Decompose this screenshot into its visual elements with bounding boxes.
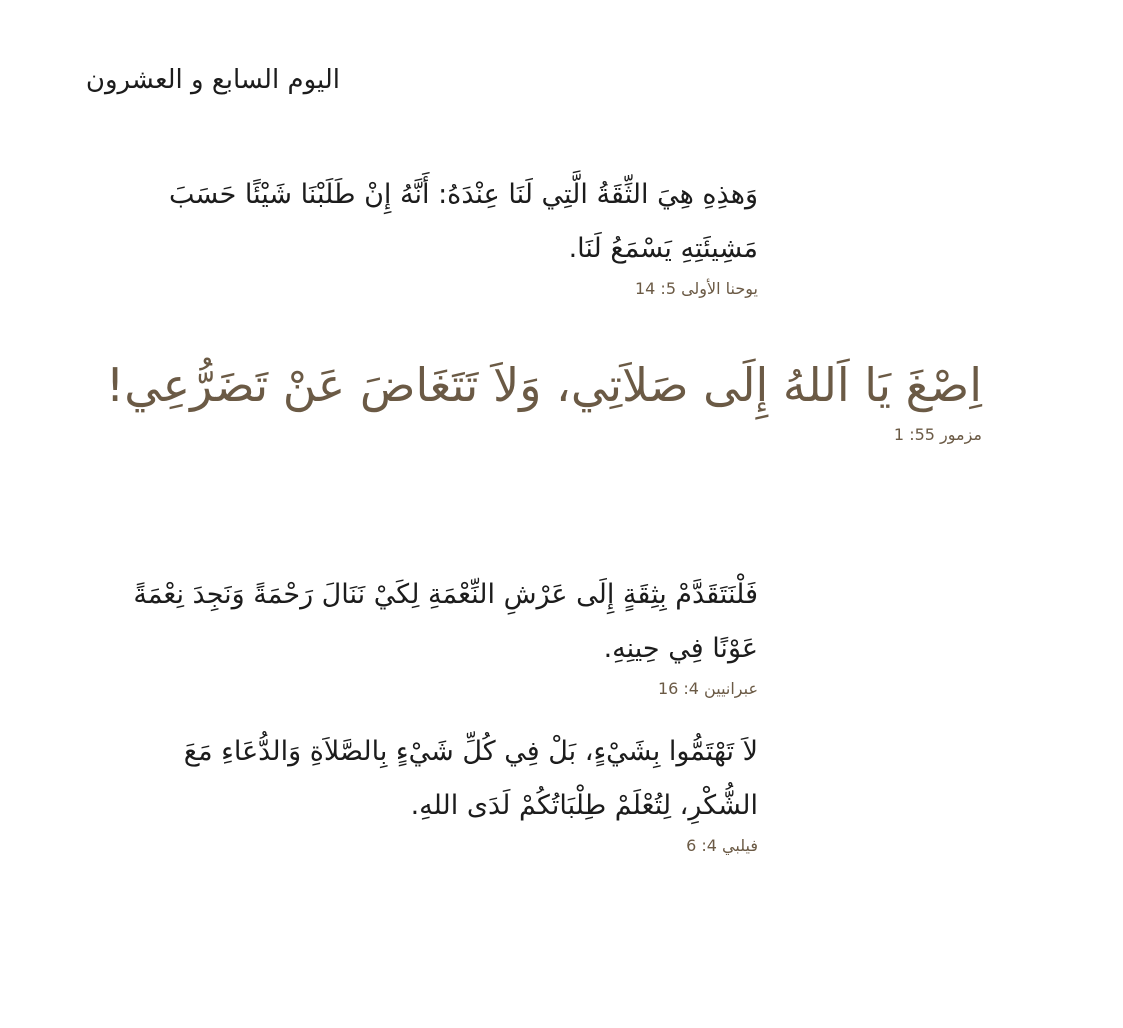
verse-text: فَلْنَتَقَدَّمْ بِثِقَةٍ إِلَى عَرْشِ النِّعْمَةِ لِكَيْ نَنَالَ رَحْمَةً وَنَجِدَ نِعْمَةً عَوْنًا فِي حِينِهِ.: [133, 579, 758, 664]
page-title: اليوم السابع و العشرون: [85, 65, 340, 95]
verse-reference: فيلبي 4: 6: [686, 836, 758, 855]
verse-block: [100, 168, 758, 300]
featured-verse-text: اِصْغَ يَا اَللهُ إِلَى صَلاَتِي، وَلاَ تَتَغَاضَ عَنْ تَضَرُّعِي!: [105, 358, 982, 412]
verse-text: لاَ تَهْتَمُّوا بِشَيْءٍ، بَلْ فِي كُلِّ شَيْءٍ بِالصَّلاَةِ وَالدُّعَاءِ مَعَ الشُّكْرِ، لِتُعْلَمْ طِلْبَاتُكُمْ لَدَى اللهِ.: [183, 736, 758, 821]
verse-text: وَهذِهِ هِيَ الثِّقَةُ الَّتِي لَنَا عِنْدَهُ: أَنَّهُ إِنْ طَلَبْنَا شَيْئًا حَسَبَ مَشِيئَتِهِ يَسْمَعُ لَنَا.: [168, 179, 758, 264]
verse-block: [100, 568, 758, 700]
featured-verse-reference: مزمور 55: 1: [893, 425, 982, 444]
verse-reference: عبرانيين 4: 16: [657, 679, 758, 698]
verse-block: [100, 725, 758, 857]
featured-verse-block: [100, 350, 982, 446]
verse-reference: يوحنا الأولى 5: 14: [634, 279, 758, 298]
